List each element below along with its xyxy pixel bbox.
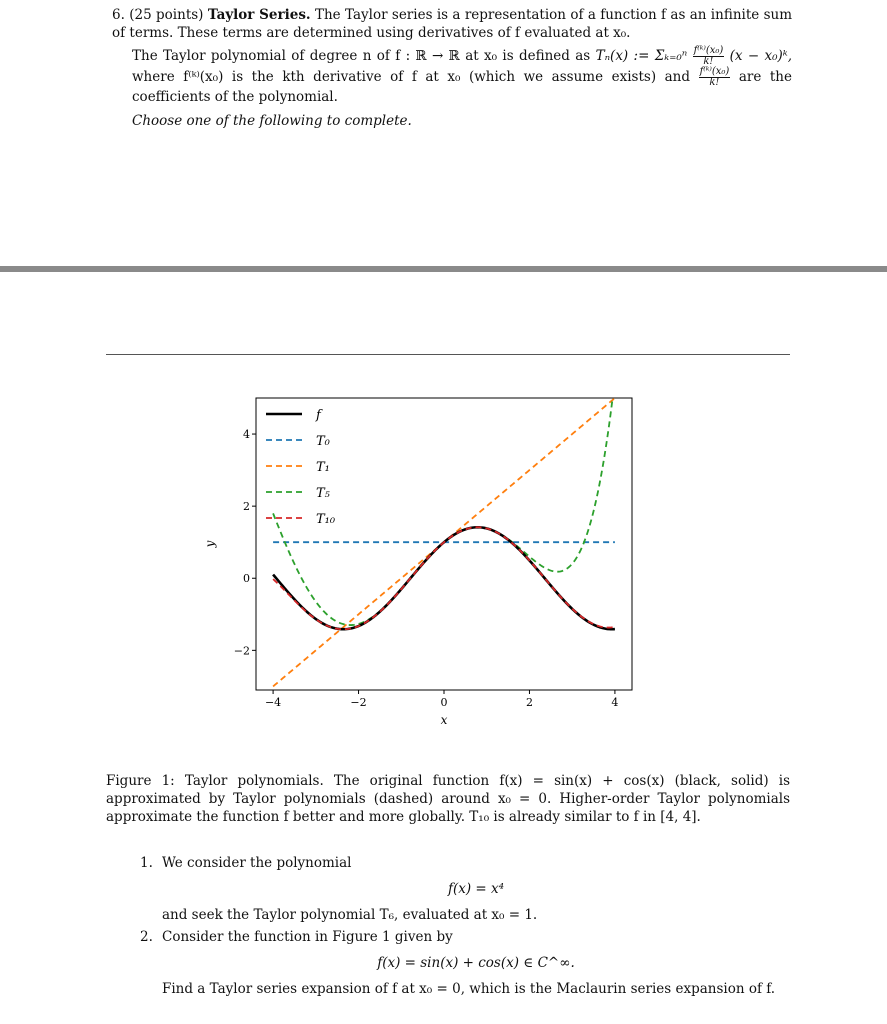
y-tick-label: 0 [243,572,250,586]
fraction-numerator-2: f⁽ᵏ⁾(x₀) [699,66,730,77]
x-tick-label: 4 [611,696,619,709]
question-follow: and seek the Taylor polynomial T₆, evaluated at x₀ = 1. [162,907,538,923]
y-tick-label: 4 [243,428,250,442]
fraction-denominator-2: k! [709,77,720,88]
legend-label-t10: T₁₀ [316,512,336,527]
definition-prefix: The Taylor polynomial of degree n of f : ℝ → ℝ at x₀ is defined as [132,48,591,64]
y-axis-label: y [203,540,217,548]
fraction-numerator: f⁽ᵏ⁾(x₀) [693,45,724,56]
definition-suffix: are the coefficients of the polynomial. [132,69,792,105]
problem-intro [112,6,792,42]
figure-caption [106,772,790,826]
question-equation: f(x) = sin(x) + cos(x) ∈ C^∞. [377,955,575,971]
plot-frame [256,398,632,690]
x-tick-label: 0 [440,696,448,709]
definition-formula-lhs: Tₙ(x) := Σₖ₌₀ⁿ [595,48,688,64]
x-tick-label: −2 [350,696,367,709]
caption-text: Taylor polynomials. The original function f(x) = sin(x) + cos(x) (black, solid) is approximated by Taylor polynomials (dashed) around x₀ = 0. Higher-order Taylor polynomials approximate the function f better and more globally. T₁₀ is already similar to f in [4, 4]. [106,773,790,825]
y-tick-label: 2 [243,500,250,514]
fraction-denominator: k! [703,56,714,67]
question-number: 2. [140,929,153,945]
taylor-figure [200,392,640,742]
question-lead: Consider the function in Figure 1 given by [162,929,453,945]
problem-title: Taylor Series. [207,7,311,23]
question-equation: f(x) = x⁴ [447,881,505,897]
question-item [140,854,790,924]
caption-label: Figure 1: [106,773,175,789]
coefficient-fraction [693,46,725,67]
page-separator [0,266,887,272]
question-list [140,854,790,998]
problem-statement [112,6,792,130]
y-tick-label: −2 [233,644,250,658]
taylor-definition [112,46,792,106]
definition-formula-rhs: (x − x₀)ᵏ, [729,48,792,64]
question-lead: We consider the polynomial [162,855,352,871]
coefficient-fraction-2 [699,67,731,88]
legend-label-f: f [316,408,321,423]
definition-where: where f⁽ᵏ⁾(x₀) is the kth derivative of f at x₀ (which we assume exists) and [132,69,691,85]
problem-number: 6. [112,7,125,23]
problem-intro-text: The Taylor series is a representation of a function f as an infinite sum of terms. These terms are determined using derivatives of f evaluated at x₀. [112,7,793,41]
taylor-chart [200,392,640,742]
x-tick-label: −4 [264,696,282,709]
problem-points: (25 points) [129,7,204,23]
legend-label-t0: T₀ [316,434,330,449]
series-line-t5 [273,379,615,625]
question-item [140,928,790,998]
x-tick-label: 2 [525,696,533,709]
choose-instruction: Choose one of the following to complete. [132,113,412,129]
legend-label-t5: T₅ [316,486,330,501]
x-axis-label: x [440,713,448,727]
section-rule [106,354,790,355]
question-follow: Find a Taylor series expansion of f at x₀ = 0, which is the Maclaurin series expansion of f. [162,981,776,997]
question-number: 1. [140,855,153,871]
legend-label-t1: T₁ [316,460,330,475]
